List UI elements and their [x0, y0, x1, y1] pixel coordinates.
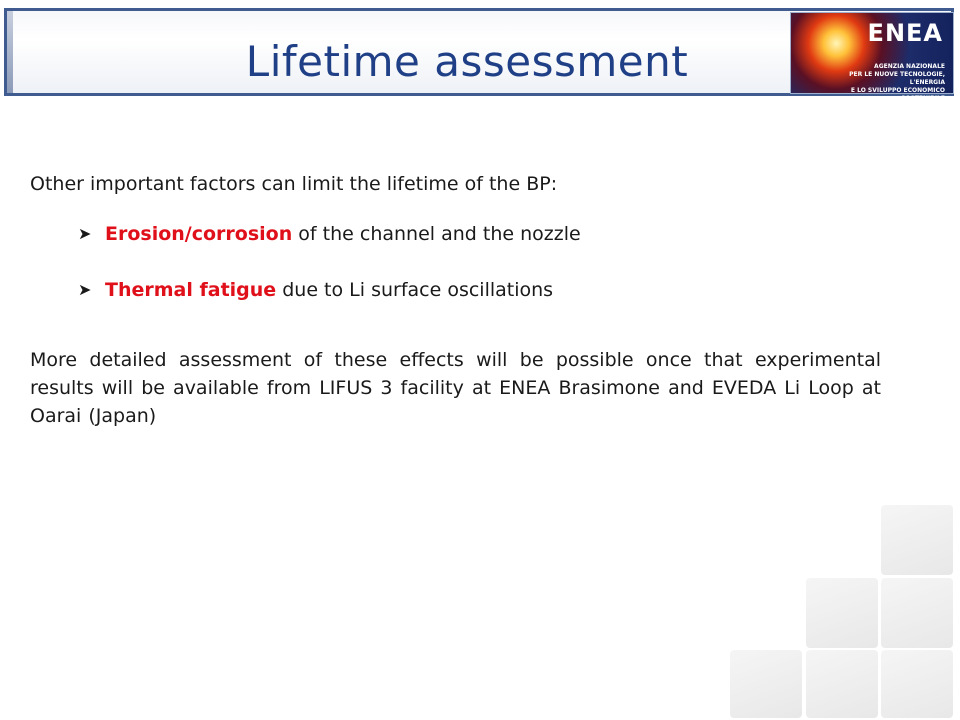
factor-list: [30, 220, 881, 304]
arrow-right-icon: ➤: [78, 224, 92, 243]
decor-tile: [730, 650, 802, 718]
intro-text: Other important factors can limit the lifetime of the BP:: [30, 173, 558, 195]
decor-tile: [881, 578, 953, 648]
factor-highlight: Erosion/corrosion: [105, 223, 293, 245]
list-item: [78, 276, 881, 304]
logo-name: ENEA: [867, 19, 943, 47]
enea-logo: [790, 12, 954, 102]
factor-highlight: Thermal fatigue: [105, 279, 277, 301]
logo-subtitle: [817, 63, 945, 103]
slide-title: Lifetime assessment: [245, 37, 689, 86]
logo-subtitle-line: E LO SVILUPPO ECONOMICO SOSTENIBILE: [850, 87, 945, 102]
decor-tile: [881, 650, 953, 718]
arrow-right-icon: ➤: [78, 280, 92, 299]
factor-description: due to Li surface oscillations: [276, 279, 554, 301]
slide-body: [30, 170, 881, 430]
list-item: [78, 220, 881, 248]
logo-subtitle-line: AGENZIA NAZIONALE: [874, 63, 945, 70]
decor-tile: [806, 578, 878, 648]
logo-subtitle-line: PER LE NUOVE TECNOLOGIE, L'ENERGIA: [849, 71, 945, 86]
factor-description: of the channel and the nozzle: [292, 223, 581, 245]
detail-paragraph: More detailed assessment of these effects will be possible once that experimental results will be available from LIFUS 3 facility at ENEA Brasimone and EVEDA Li Loop at Oarai (Japan): [30, 349, 881, 427]
decor-tile: [881, 505, 953, 575]
decor-tile: [806, 650, 878, 718]
